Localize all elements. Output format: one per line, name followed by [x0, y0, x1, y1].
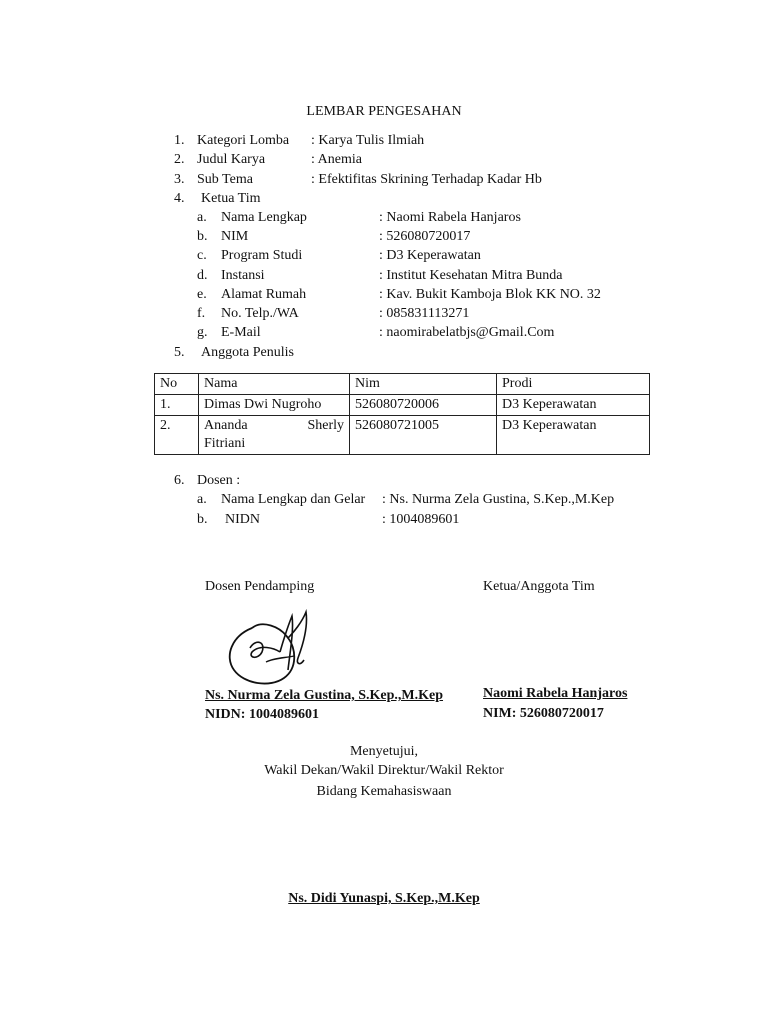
approver-name: Ns. Didi Yunaspi, S.Kep.,M.Kep — [288, 891, 480, 906]
nama-line-1 — [204, 417, 344, 435]
dosen-b-letter: b. — [197, 512, 208, 527]
ketua-a-label: Nama Lengkap — [221, 210, 307, 225]
item-2-value: : Anemia — [311, 152, 362, 167]
ketua-g-label: E-Mail — [221, 325, 261, 340]
right-signer-name: Naomi Rabela Hanjaros — [483, 686, 628, 701]
item-6-number: 6. — [174, 473, 185, 488]
cell-nim: 526080720006 — [350, 395, 497, 416]
ketua-g-value: : naomirabelatbjs@Gmail.Com — [379, 325, 555, 340]
right-signer-role: Ketua/Anggota Tim — [483, 579, 595, 594]
left-signer-role: Dosen Pendamping — [205, 579, 315, 594]
table-row — [155, 416, 650, 455]
cell-prodi: D3 Keperawatan — [497, 395, 650, 416]
cell-nama — [199, 416, 350, 455]
ketua-d-letter: d. — [197, 268, 208, 283]
dosen-b-value: : 1004089601 — [382, 512, 460, 527]
anggota-table — [154, 373, 650, 455]
ketua-c-letter: c. — [197, 248, 207, 263]
item-1-label: Kategori Lomba — [197, 133, 290, 148]
item-1-number: 1. — [174, 133, 185, 148]
nama-word-1: Ananda — [204, 418, 248, 433]
header-no: No — [155, 374, 199, 395]
cell-nama: Dimas Dwi Nugroho — [199, 395, 350, 416]
ketua-g-letter: g. — [197, 325, 208, 340]
ketua-b-value: : 526080720017 — [379, 229, 471, 244]
dosen-a-letter: a. — [197, 492, 207, 507]
right-signer-id: NIM: 526080720017 — [483, 706, 604, 721]
ketua-d-value: : Institut Kesehatan Mitra Bunda — [379, 268, 563, 283]
ketua-d-label: Instansi — [221, 268, 265, 283]
item-5-label: Anggota Penulis — [201, 345, 294, 360]
table-row — [155, 395, 650, 416]
document-title: LEMBAR PENGESAHAN — [306, 104, 462, 119]
ketua-a-letter: a. — [197, 210, 207, 225]
handwritten-signature — [222, 608, 332, 688]
table-header-row — [155, 374, 650, 395]
ketua-a-value: : Naomi Rabela Hanjaros — [379, 210, 521, 225]
dosen-b-label: NIDN — [225, 512, 260, 527]
item-4-number: 4. — [174, 191, 185, 206]
approval-line-3: Bidang Kemahasiswaan — [316, 784, 452, 799]
header-prodi: Prodi — [497, 374, 650, 395]
ketua-e-label: Alamat Rumah — [221, 287, 307, 302]
dosen-a-value: : Ns. Nurma Zela Gustina, S.Kep.,M.Kep — [382, 492, 615, 507]
item-3-number: 3. — [174, 172, 185, 187]
cell-prodi: D3 Keperawatan — [497, 416, 650, 455]
item-1-value: : Karya Tulis Ilmiah — [311, 133, 425, 148]
item-3-label: Sub Tema — [197, 172, 253, 187]
approval-line-2: Wakil Dekan/Wakil Direktur/Wakil Rektor — [264, 763, 504, 778]
item-5-number: 5. — [174, 345, 185, 360]
cell-no: 2. — [155, 416, 199, 455]
nama-word-2: Sherly — [307, 418, 344, 433]
header-nim: Nim — [350, 374, 497, 395]
ketua-e-value: : Kav. Bukit Kamboja Blok KK NO. 32 — [379, 287, 601, 302]
item-6-label: Dosen : — [197, 473, 241, 488]
ketua-e-letter: e. — [197, 287, 207, 302]
ketua-b-letter: b. — [197, 229, 208, 244]
item-2-number: 2. — [174, 152, 185, 167]
ketua-f-value: : 085831113271 — [379, 306, 470, 321]
cell-no: 1. — [155, 395, 199, 416]
item-4-label: Ketua Tim — [201, 191, 261, 206]
left-signer-id: NIDN: 1004089601 — [205, 707, 319, 722]
left-signer-name: Ns. Nurma Zela Gustina, S.Kep.,M.Kep — [205, 688, 444, 703]
ketua-c-value: : D3 Keperawatan — [379, 248, 481, 263]
ketua-f-letter: f. — [197, 306, 206, 321]
item-3-value: : Efektifitas Skrining Terhadap Kadar Hb — [311, 172, 542, 187]
item-2-label: Judul Karya — [197, 152, 266, 167]
approval-line-1: Menyetujui, — [349, 744, 419, 759]
ketua-f-label: No. Telp./WA — [221, 306, 299, 321]
cell-nim: 526080721005 — [350, 416, 497, 455]
nama-word-3: Fitriani — [204, 436, 246, 451]
dosen-a-label: Nama Lengkap dan Gelar — [221, 492, 366, 507]
ketua-b-label: NIM — [221, 229, 249, 244]
ketua-c-label: Program Studi — [221, 248, 303, 263]
header-nama: Nama — [199, 374, 350, 395]
